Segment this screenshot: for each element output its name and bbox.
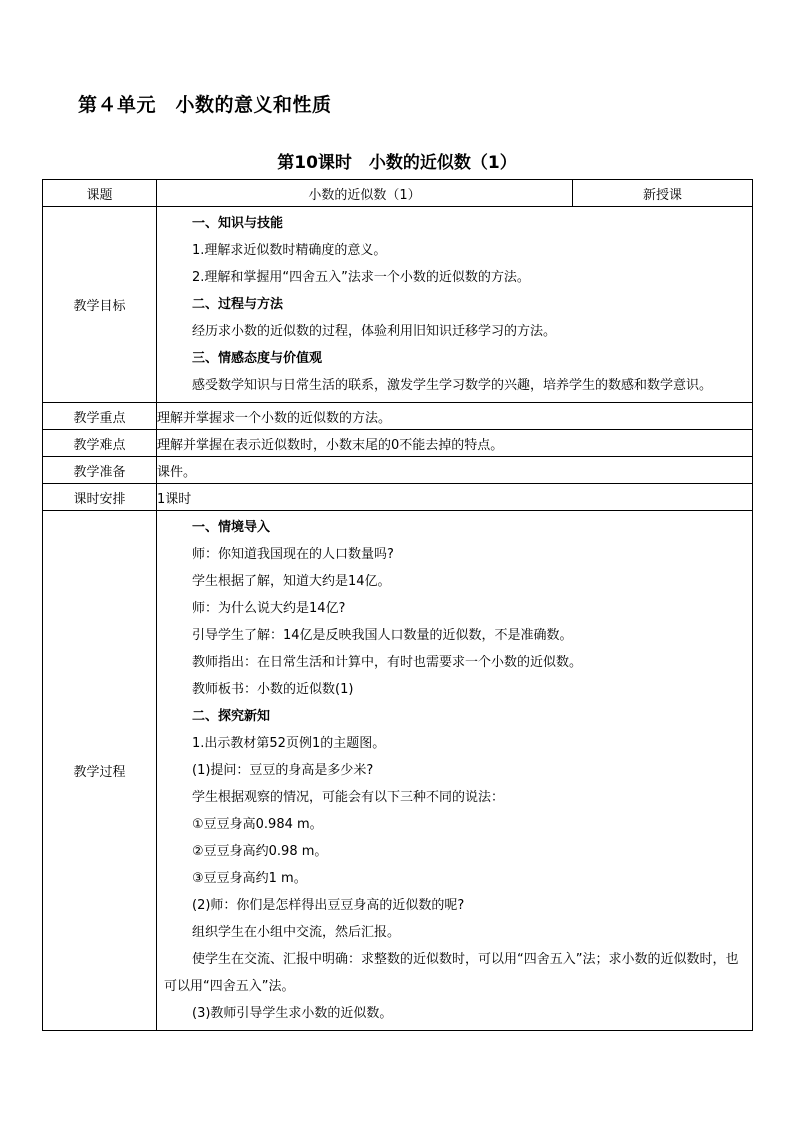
preparation-value: 课件。 bbox=[157, 457, 753, 484]
process-line: 学生根据了解，知道大约是14亿。 bbox=[192, 574, 391, 589]
objective-line: 1.理解求近似数时精确度的意义。 bbox=[192, 243, 387, 258]
process-line: 组织学生在小组中交流，然后汇报。 bbox=[192, 925, 401, 940]
difficulty-label: 教学难点 bbox=[43, 430, 157, 457]
topic-value: 小数的近似数（1） bbox=[157, 180, 573, 207]
process-line: 学生根据观察的情况，可能会有以下三种不同的说法： bbox=[192, 790, 505, 805]
process-content bbox=[157, 511, 753, 1031]
objective-heading: 一、知识与技能 bbox=[192, 216, 284, 231]
objectives-row bbox=[43, 207, 753, 403]
process-row bbox=[43, 511, 753, 1031]
process-line: 师：你知道我国现在的人口数量吗? bbox=[192, 547, 394, 562]
key-point-row bbox=[43, 403, 753, 430]
lesson-plan-table bbox=[42, 179, 753, 1031]
lesson-type: 新授课 bbox=[573, 180, 753, 207]
process-line: 1.出示教材第52页例1的主题图。 bbox=[192, 736, 386, 751]
objective-heading: 三、情感态度与价值观 bbox=[192, 351, 323, 366]
schedule-row bbox=[43, 484, 753, 511]
process-heading: 一、情境导入 bbox=[192, 520, 271, 535]
objective-line: 感受数学知识与日常生活的联系，激发学生学习数学的兴趣，培养学生的数感和数学意识。 bbox=[192, 378, 713, 393]
objectives-content bbox=[157, 207, 753, 403]
preparation-row bbox=[43, 457, 753, 484]
process-line: 使学生在交流、汇报中明确：求整数的近似数时，可以用“四舍五入”法；求小数的近似数时，也可以用“四舍五入”法。 bbox=[164, 952, 739, 994]
topic-label: 课题 bbox=[43, 180, 157, 207]
process-line: ③豆豆身高约1 m。 bbox=[192, 871, 307, 886]
objective-line: 2.理解和掌握用“四舍五入”法求一个小数的近似数的方法。 bbox=[192, 270, 530, 285]
topic-row bbox=[43, 180, 753, 207]
process-line: (1)提问：豆豆的身高是多少米? bbox=[192, 763, 374, 778]
process-line: (3)教师引导学生求小数的近似数。 bbox=[192, 1006, 393, 1021]
schedule-value: 1课时 bbox=[157, 484, 753, 511]
process-line: 教师指出：在日常生活和计算中，有时也需要求一个小数的近似数。 bbox=[192, 655, 583, 670]
key-point-label: 教学重点 bbox=[43, 403, 157, 430]
process-heading: 二、探究新知 bbox=[192, 709, 271, 724]
objective-line: 经历求小数的近似数的过程，体验利用旧知识迁移学习的方法。 bbox=[192, 324, 557, 339]
lesson-title: 第10课时 小数的近似数（1） bbox=[277, 153, 517, 173]
preparation-label: 教学准备 bbox=[43, 457, 157, 484]
schedule-label: 课时安排 bbox=[43, 484, 157, 511]
process-line: 教师板书：小数的近似数(1) bbox=[192, 682, 354, 697]
objective-heading: 二、过程与方法 bbox=[192, 297, 284, 312]
process-label: 教学过程 bbox=[43, 511, 157, 1031]
process-line: 引导学生了解：14亿是反映我国人口数量的近似数，不是准确数。 bbox=[192, 628, 573, 643]
process-line: ①豆豆身高0.984 m。 bbox=[192, 817, 323, 832]
process-line: (2)师：你们是怎样得出豆豆身高的近似数的呢? bbox=[192, 898, 465, 913]
key-point-value: 理解并掌握求一个小数的近似数的方法。 bbox=[157, 403, 753, 430]
process-line: ②豆豆身高约0.98 m。 bbox=[192, 844, 328, 859]
difficulty-row bbox=[43, 430, 753, 457]
difficulty-value: 理解并掌握在表示近似数时，小数末尾的0不能去掉的特点。 bbox=[157, 430, 753, 457]
unit-title: 第４单元 小数的意义和性质 bbox=[78, 94, 332, 116]
process-line: 师：为什么说大约是14亿? bbox=[192, 601, 346, 616]
objectives-label: 教学目标 bbox=[43, 207, 157, 403]
